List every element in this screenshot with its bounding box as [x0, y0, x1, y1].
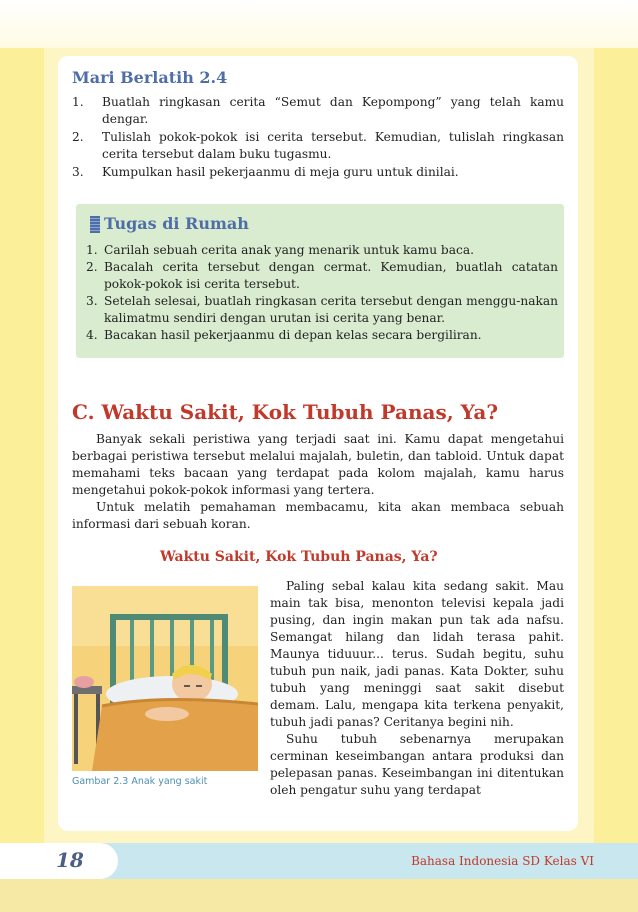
article-paragraph: Paling sebal kalau kita sedang sakit. Mau main tak bisa, menonton televisi kepala jadi pusing, dan ingin makan pun tak ada nafsu. Semangat hilang dan lidah terasa pahit. Maunya tiduuur... terus. Sudah begitu, suhu tubuh pun naik, jadi panas. Kata Dokter, suhu tubuh yang meninggi saat sakit disebut demam. Lalu, mengapa kita terkena penyakit, tubuh jadi panas? Ceritanya begini nih.	[270, 579, 564, 729]
item-number: 1.	[72, 95, 84, 109]
sick-child-illustration	[72, 586, 258, 771]
item-number: 1.	[86, 243, 98, 257]
intro-paragraph: Banyak sekali peristiwa yang terjadi saat ini. Kamu dapat mengetahui berbagai peristiwa tersebut melalui majalah, buletin, dan tabloid. Untuk dapat memahami teks bacaan yang terdapat pada kolom majalah, kamu harus mengetahui pokok-pokok informasi yang tertera.	[72, 432, 564, 497]
item-text: Buatlah ringkasan cerita “Semut dan Kepompong” yang telah kamu dengar.	[102, 95, 564, 126]
homework-title: Tugas di Rumah	[104, 214, 249, 233]
item-text: Setelah selesai, buatlah ringkasan cerita tersebut dengan menggu-nakan kalimatmu sendiri dengan urutan isi cerita yang benar.	[104, 294, 558, 325]
exercise-item	[72, 94, 564, 128]
striped-square-icon	[90, 216, 100, 233]
homework-item	[86, 327, 558, 344]
section-intro	[72, 431, 564, 533]
figure-caption: Gambar 2.3 Anak yang sakit	[72, 776, 208, 787]
page-number: 18	[56, 848, 84, 872]
article-title: Waktu Sakit, Kok Tubuh Panas, Ya?	[160, 549, 438, 565]
sick-child-image	[72, 586, 258, 771]
intro-paragraph: Untuk melatih pemahaman membacamu, kita akan membaca sebuah informasi dari sebuah koran.	[72, 500, 564, 531]
page-right-margin	[594, 48, 638, 863]
homework-list	[86, 242, 558, 344]
item-text: Kumpulkan hasil pekerjaanmu di meja guru untuk dinilai.	[102, 165, 459, 179]
article-body	[270, 578, 564, 799]
homework-item	[86, 242, 558, 259]
item-number: 4.	[86, 328, 98, 342]
item-number: 3.	[72, 165, 84, 179]
page-top-band	[0, 0, 638, 48]
item-number: 3.	[86, 294, 98, 308]
item-text: Carilah sebuah cerita anak yang menarik untuk kamu baca.	[104, 243, 474, 257]
exercise-list	[72, 94, 564, 182]
item-text: Bacalah cerita tersebut dengan cermat. Kemudian, buatlah catatan pokok-pokok isi cerita tersebut.	[104, 260, 558, 291]
page-left-margin	[0, 48, 44, 863]
section-title: C. Waktu Sakit, Kok Tubuh Panas, Ya?	[72, 400, 499, 424]
homework-item	[86, 293, 558, 327]
item-number: 2.	[72, 130, 84, 144]
item-text: Bacakan hasil pekerjaanmu di depan kelas secara bergiliran.	[104, 328, 482, 342]
exercise-item	[72, 164, 564, 181]
item-text: Tulislah pokok-pokok isi cerita tersebut. Kemudian, tulislah ringkasan cerita tersebut dalam buku tugasmu.	[102, 130, 564, 161]
homework-box	[76, 204, 564, 358]
item-number: 2.	[86, 260, 98, 274]
homework-item	[86, 259, 558, 293]
exercise-item	[72, 129, 564, 163]
book-title: Bahasa Indonesia SD Kelas VI	[411, 854, 594, 868]
article-paragraph: Suhu tubuh sebenarnya merupakan cerminan keseimbangan antara produksi dan pelepasan panas. Keseimbangan ini ditentukan oleh pengatur suhu yang terdapat	[270, 732, 564, 797]
exercise-title: Mari Berlatih 2.4	[72, 68, 228, 87]
